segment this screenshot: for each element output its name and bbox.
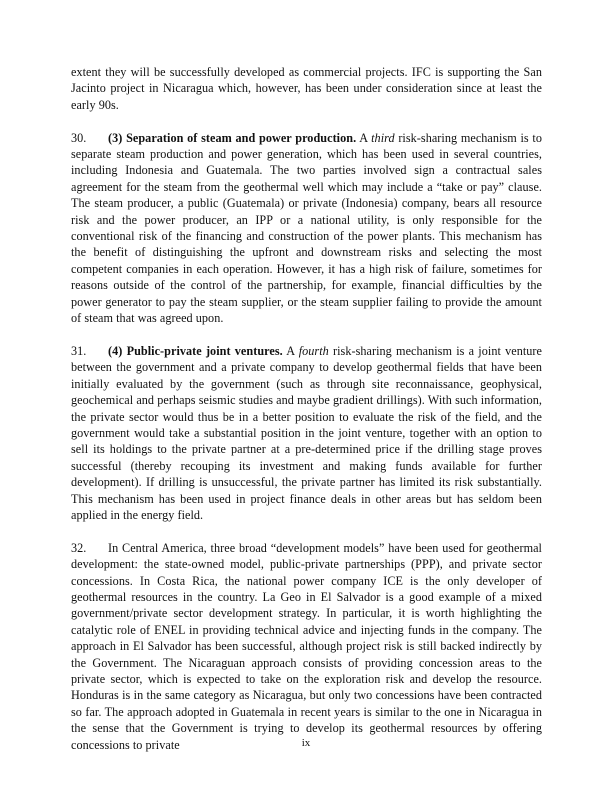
paragraph-text: risk-sharing mechanism is to separate steam production and power generation, which has been used in several countries, including Indonesia and Guatemala. The two parties involved sign a contractual sales agreement for the steam from the geothermal well which may include a “take or pay” clause. The steam producer, a public (Guatemala) or private (Indonesia) company, bears all resource risk and the power producer, an IPP or a national utility, is only responsible for the conventional risk of the financing and construction of the power plants. This mechanism has the benefit of distinguishing the upfront and downstream risks and selecting the most competent companies in each operation. However, it has a high risk of failure, sometimes for reasons outside of the control of the partnership, for example, financial difficulties by the power generator to pay the steam supplier, or the steam supplier failing to provide the amount of steam that was agreed upon. [71, 130, 543, 326]
paragraph-32 [71, 540, 542, 753]
paragraph-31 [71, 343, 542, 523]
paragraph-text: (4) Public-private joint ventures. [108, 343, 283, 358]
paragraph-text: A [356, 130, 372, 145]
paragraph-number: 31. [71, 343, 87, 358]
paragraph-text: (3) Separation of steam and power production. [108, 130, 357, 145]
page-number: ix [301, 737, 311, 749]
paragraph-text: third [371, 130, 395, 145]
paragraph-30 [71, 130, 542, 327]
paragraph-text: fourth [298, 343, 329, 358]
document-body [71, 64, 542, 753]
paragraph-number: 32. [71, 540, 87, 555]
paragraph-number: 30. [71, 130, 87, 145]
paragraph-continuation [71, 64, 542, 113]
paragraph-text: extent they will be successfully developed as commercial projects. IFC is supporting the San Jacinto project in Nicaragua which, however, has been under consideration since at least the early 90s. [71, 65, 542, 112]
paragraph-text: A [282, 343, 299, 358]
paragraph-text: In Central America, three broad “development models” have been used for geothermal development: the state-owned model, public-private partnerships (PPP), and private sector concessions. In Costa Rica, the national power company ICE is the only developer of geothermal resources in the country. La Geo in El Salvador is a good example of a mixed government/private sector development strategy. In particular, it is worth highlighting the catalytic role of ENEL in providing technical advice and injecting funds in the company. The approach in El Salvador has been successful, although project risk is still backed indirectly by the Government. The Nicaraguan approach consists of providing concession areas to the private sector, which is expected to take on the exploration risk and develop the resource. Honduras is in the same category as Nicaragua, but only two concessions have been contracted so far. The approach adopted in Guatemala in recent years is similar to the one in Nicaragua in the sense that the Government is trying to develop its geothermal resources by offering concessions to private [71, 540, 542, 752]
paragraph-text: risk-sharing mechanism is a joint venture between the government and a private company to develop geothermal fields that have been initially evaluated by the government (such as through site reconnaissance, geophysical, geochemical and perhaps seismic studies and maybe gradient drillings). With such information, the private sector would thus be in a better position to evaluate the risk of the field, and the government would take a substantial position in the joint venture, together with an option to sell its holdings to the private partner at a pre-determined price if the drilling stage proves successful (thereby recouping its investment and making funds available for further development). If drilling is unsuccessful, the private partner has limited its risk substantially. This mechanism has been used in project finance deals in other areas but has seldom been applied in the energy field. [71, 343, 543, 522]
